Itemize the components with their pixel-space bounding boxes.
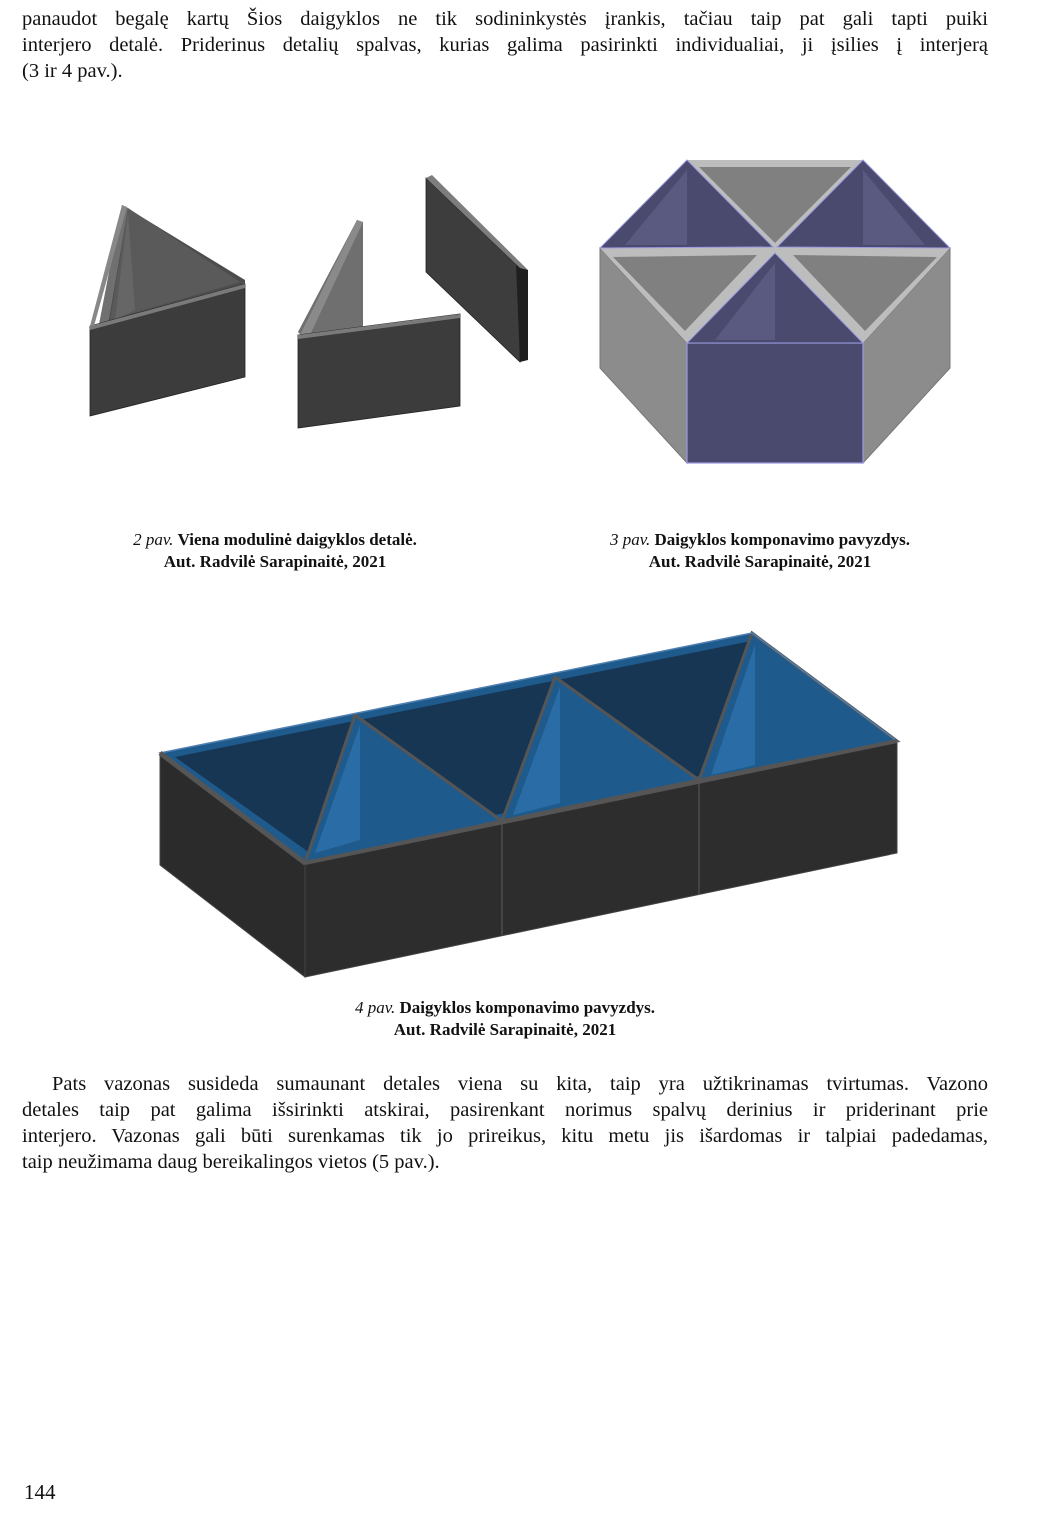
caption-author: Aut. Radvilė Sarapinaitė, 2021 [393, 1020, 617, 1039]
figure-3-caption [520, 529, 1000, 573]
page-number: 144 [24, 1480, 56, 1504]
body-paragraph-bottom [22, 1071, 988, 1175]
figure-4-caption [250, 997, 760, 1041]
text-line: detales taip pat galima išsirinkti atskirai, pasirenkant norimus spalvų derinius ir priderinant prie [22, 1099, 988, 1121]
text-line: interjero detalė. Priderinus detalių spalvas, kurias galima pasirinkti individualiai, ji įsilies į interjerą [22, 34, 988, 56]
text-line: panaudot begalę kartų Šios daigyklos ne tik sodininkystės įrankis, tačiau taip pat gali tapti puiki [22, 8, 988, 30]
caption-label: 2 pav. [133, 530, 174, 549]
text-line: interjero. Vazonas gali būti surenkamas tik jo prireikus, kitu metu jis išardomas ir talpiai padedamas, [22, 1125, 988, 1147]
assembled-part [90, 205, 245, 416]
figure-2-caption [40, 529, 510, 573]
caption-label: 3 pav. [609, 530, 651, 549]
caption-author: Aut. Radvilė Sarapinaitė, 2021 [648, 552, 872, 571]
body-paragraph-top [22, 6, 988, 84]
caption-title: Daigyklos komponavimo pavyzdys. [654, 530, 911, 549]
text-line: taip neužimama daug bereikalingos vietos (5 pav.). [22, 1151, 440, 1173]
text-line: (3 ir 4 pav.). [22, 60, 123, 82]
caption-title: Viena modulinė daigyklos detalė. [177, 530, 417, 549]
caption-author: Aut. Radvilė Sarapinaitė, 2021 [163, 552, 387, 571]
caption-label: 4 pav. [354, 998, 396, 1017]
text-line: Pats vazonas susideda sumaunant detales viena su kita, taip yra užtikrinamas tvirtumas. Vazono [52, 1073, 988, 1095]
figure-4-illustration [155, 625, 905, 985]
figure-2-illustration [80, 170, 540, 430]
caption-title: Daigyklos komponavimo pavyzdys. [399, 998, 656, 1017]
figure-3-illustration [595, 155, 955, 470]
